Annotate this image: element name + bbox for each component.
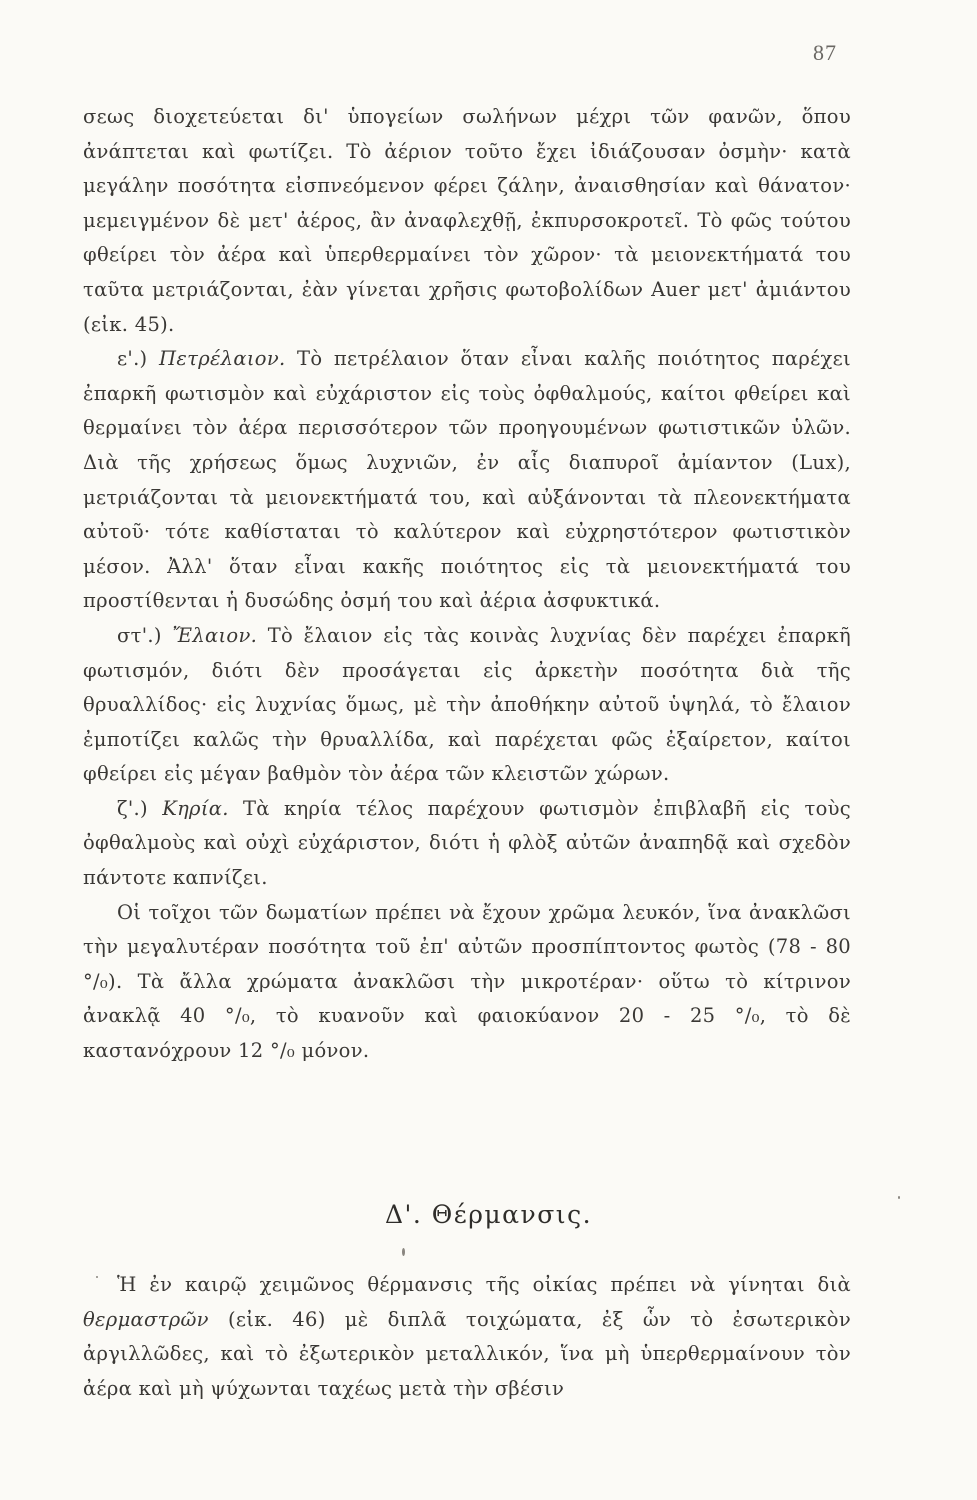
paragraph-wall-colors [83,896,851,1069]
item-title: Πετρέλαιον. [159,347,286,371]
ink-speck [402,1248,405,1256]
paragraph-oil [83,619,851,792]
italic-term: θερμαστρῶν [83,1307,209,1331]
page-number: 87 [813,40,837,65]
paragraph-petroleum [83,342,851,619]
paragraph-gas-lighting [83,100,851,342]
paragraph-text: Τὸ πετρέλαιον ὅταν εἶναι καλῆς ποιότητος παρέχει ἐπαρκῆ φωτισμὸν καὶ εὐχάριστον εἰς τοὺς ὀφθαλμούς, καίτοι φθείρει καὶ θερμαίνει τὸν ἀέρα περισσότερον τῶν προηγουμένων φωτιστικῶν ὑλῶν. Διὰ τῆς χρήσεως ὅμως λυχνιῶν, ἐν αἷς διαπυροῖ ἀμίαντον (Lux), μετριάζονται τὰ μειονεκτήματά του, καὶ αὐξάνονται τὰ πλεονεκτήματα αὐτοῦ· τότε καθίσταται τὸ καλύτερον καὶ εὐχρηστότερον φωτιστικὸν μέσον. Ἀλλ' ὅταν εἶναι κακῆς ποιότητος εἰς τὰ μειονεκτήματά του προστίθενται ἡ δυσώδης ὀσμή του καὶ ἀέρια ἀσφυκτικά. [83,347,852,613]
paragraph-text: Τὰ κηρία τέλος παρέχουν φωτισμὸν ἐπιβλαβῆ εἰς τοὺς ὀφθαλμοὺς καὶ οὐχὶ εὐχάριστον, διότι ἡ φλὸξ αὐτῶν ἀναπηδᾷ καὶ σχεδὸν πάντοτε καπνίζει. [83,796,851,890]
body-text-top [83,100,851,1069]
item-title: Ἔλαιον. [172,623,258,647]
section-heading: Δ'. Θέρμανσις. [384,1200,593,1229]
ink-speck [898,1196,900,1199]
item-title: Κηρία. [162,796,229,820]
paragraph-text: (εἰκ. 46) μὲ διπλᾶ τοιχώματα, ἐξ ὧν τὸ ἐσωτερικὸν ἀργιλλῶδες, καὶ τὸ ἐξωτερικὸν μεταλλικόν, ἵνα μὴ ὑπερθερμαίνουν τὸν ἀέρα καὶ μὴ ψύχωνται ταχέως μετὰ τὴν σβέσιν [83,1307,851,1400]
ink-speck [96,1276,98,1278]
paragraph-heating [83,1268,851,1406]
paragraph-candles [83,792,851,896]
paragraph-text: σεως διοχετεύεται δι' ὑπογείων σωλήνων μέχρι τῶν φανῶν, ὅπου ἀνάπτεται καὶ φωτίζει. Τὸ ἀέριον τοῦτο ἔχει ἰδιάζουσαν ὀσμὴν· κατὰ μεγάλην ποσότητα εἰσπνεόμενον φέρει ζάλην, ἀναισθησίαν καὶ θάνατον· μεμειγμένον δὲ μετ' ἀέρος, ἂν ἀναφλεχθῇ, ἐκπυρσοκροτεῖ. Τὸ φῶς τούτου φθείρει τὸν ἀέρα καὶ ὑπερθερμαίνει τὸν χῶρον· τὰ μειονεκτήματά του ταῦτα μετριάζονται, ἐὰν γίνεται χρῆσις φωτοβολίδων Auer μετ' ἀμιάντου (εἰκ. 45). [83,105,851,336]
item-number: ζ'.) [117,796,163,820]
body-text-bottom [83,1268,851,1406]
paragraph-text: Ἡ ἐν καιρῷ χειμῶνος θέρμανσις τῆς οἰκίας πρέπει νὰ γίνηται διὰ [117,1273,851,1296]
item-number: στ'.) [117,623,173,647]
paragraph-text: Τὸ ἔλαιον εἰς τὰς κοινὰς λυχνίας δὲν παρέχει ἐπαρκῆ φωτισμόν, διότι δὲν προσάγεται εἰς ἀρκετὴν ποσότητα διὰ τῆς θρυαλλίδος· εἰς λυχνίας ὅμως, μὲ τὴν ἀποθήκην αὐτοῦ ὑψηλά, τὸ ἔλαιον ἐμποτίζει καλῶς τὴν θρυαλλίδα, καὶ παρέχεται φῶς ἐξαίρετον, καίτοι φθείρει εἰς μέγαν βαθμὸν τὸν ἀέρα τῶν κλειστῶν χώρων. [83,623,851,786]
paragraph-text: Οἱ τοῖχοι τῶν δωματίων πρέπει νὰ ἔχουν χρῶμα λευκόν, ἵνα ἀνακλῶσι τὴν μεγαλυτέραν ποσότητα τοῦ ἐπ' αὐτῶν προσπίπτοντος φωτὸς (78 - 80 °/₀). Τὰ ἄλλα χρώματα ἀνακλῶσι τὴν μικροτέραν· οὕτω τὸ κίτρινον ἀνακλᾷ 40 °/₀, τὸ κυανοῦν καὶ φαιοκύανον 20 - 25 °/₀, τὸ δὲ καστανόχρουν 12 °/₀ μόνον. [83,900,851,1063]
item-number: ε'.) [117,347,160,371]
